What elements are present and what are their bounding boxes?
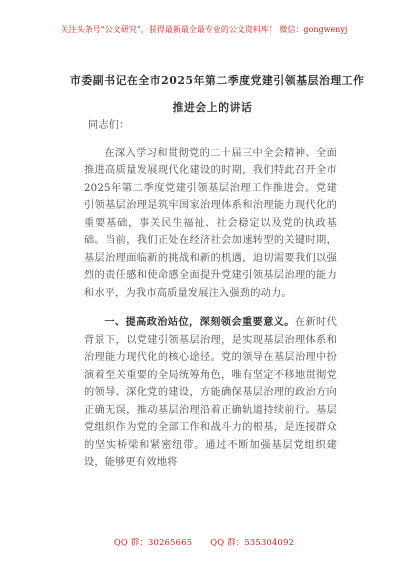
header-promo-text: 关注头条号“公文研究”，获得最新最全最专业的公文资料库！ [60,25,277,34]
header-wechat-id: 微信：gongwenyj [279,25,348,34]
speech-title [70,67,365,121]
footer-qq-group-2: QQ 群：535304092 [210,537,295,547]
title-line-1: 市委副书记在全市2025年第二季度党建引领基层治理工作 [70,74,365,87]
footer-qq-groups [0,536,408,548]
section-one-heading: 一、提高政治站位，深刻领会重要意义。 [104,316,295,328]
salutation: 同志们： [88,120,130,131]
footer-qq-group-1: QQ 群：30265665 [113,537,193,547]
section-one-body: 在新时代背景下，以党建引领基层治理，是实现基层治理体系和治理能力现代化的核心途径。党的领导在基层治理中扮演着至关重要的全局统筹角色，唯有坚定不移地贯彻党的领导、深化党的建设，方能确保基层治理的政治方向正确无误，推动基层治理沿着正确轨道持续前行。基层党组织作为党的全部工作和战斗力的根基，是连接群众的坚实桥梁和紧密纽带。通过不断加强基层党组织建设，能够更有效地将 [84,317,337,468]
section-one-paragraph [84,314,337,472]
title-line-2: 推进会上的讲话 [172,101,253,114]
header-promo-note [0,24,408,36]
intro-paragraph: 在深入学习和贯彻党的二十届三中全会精神、全面推进高质量发展现代化建设的时期，我们特此召开全市2025年第二季度党建引领基层治理工作推进会。党建引领基层治理是筑牢国家治理体系和治理能力现代化的重要基础，事关民生福祉、社会稳定以及党的执政基础。当前，我们正处在经济社会加速转型的关键时期，基层治理面临新的挑战和新的机遇，迫切需要我们以强烈的责任感和使命感全面提升党建引领基层治理的能力和水平，为我市高质量发展注入强劲的动力。 [84,147,337,299]
speech-body [84,117,337,484]
